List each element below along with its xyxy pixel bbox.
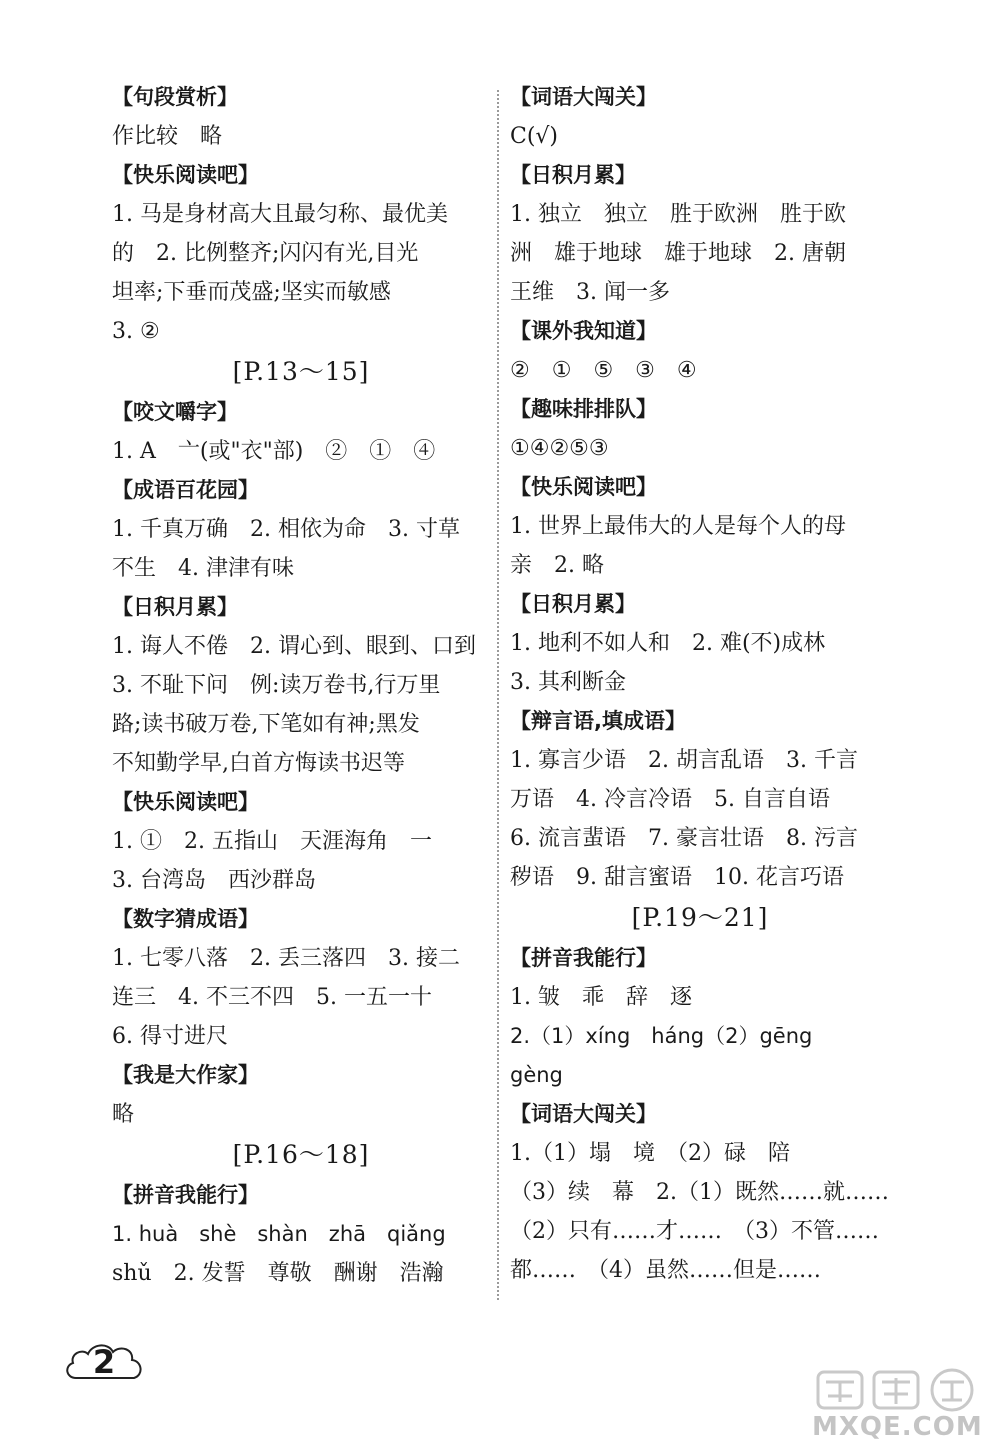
section-heading: 【辩言语,填成语】 (510, 709, 686, 733)
answer-line: 不生 4. 津津有味 (112, 556, 294, 581)
section-heading: 【成语百花园】 (112, 478, 259, 502)
section-heading: 【我是大作家】 (112, 1063, 259, 1087)
answer-line: 略 (112, 1102, 135, 1127)
answer-line: gèng (510, 1063, 563, 1087)
answer-line: 1. ① 2. 五指山 天涯海角 一 (112, 829, 432, 854)
section-heading: 【句段赏析】 (112, 85, 238, 109)
page-number (62, 1332, 146, 1392)
answer-line: 1. 诲人不倦 2. 谓心到、眼到、口到 (112, 634, 476, 659)
answer-line: 万语 4. 冷言冷语 5. 自言自语 (510, 787, 830, 812)
page-range-label: [P.16～18] (232, 1140, 370, 1169)
answer-line: 1. 地利不如人和 2. 难(不)成林 (510, 631, 826, 656)
answer-line: 1. 马是身材高大且最匀称、最优美 (112, 202, 448, 227)
answer-line: 3. 台湾岛 西沙群岛 (112, 868, 316, 893)
answer-line: 路;读书破万卷,下笔如有神;黑发 (112, 712, 420, 737)
answer-line: （3）续 幕 2.（1）既然……就…… (510, 1180, 889, 1205)
answer-line: 3. 其利断金 (510, 670, 626, 695)
answer-line: 1. 寡言少语 2. 胡言乱语 3. 千言 (510, 748, 858, 773)
section-heading: 【数字猜成语】 (112, 907, 259, 931)
right-column (510, 78, 890, 1290)
column-divider (497, 90, 499, 1300)
page-range-label: [P.13～15] (232, 357, 370, 386)
answer-line: 1. huà shè shàn zhā qiǎng (112, 1222, 446, 1246)
watermark-logo-icon (812, 1368, 982, 1416)
answer-line: 1. 皱 乖 辞 逐 (510, 985, 692, 1010)
section-heading: 【拼音我能行】 (112, 1183, 259, 1207)
section-heading: 【词语大闯关】 (510, 1102, 657, 1126)
section-heading: 【快乐阅读吧】 (112, 790, 259, 814)
answer-line: 1. 千真万确 2. 相依为命 3. 寸草 (112, 517, 460, 542)
answer-line: 亲 2. 略 (510, 553, 604, 578)
answer-line: 3. ② (112, 319, 160, 344)
answer-line: 1.（1）塌 境 （2）碌 陪 (510, 1141, 790, 1166)
section-heading: 【咬文嚼字】 (112, 400, 238, 424)
left-column (112, 78, 490, 1293)
answer-line: 不知勤学早,白首方悔读书迟等 (112, 751, 405, 776)
answer-line: （2）只有……才…… （3）不管…… (510, 1219, 879, 1244)
answer-line: 1. A 亠(或"衣"部) ② ① ④ (112, 439, 436, 464)
watermark (812, 1368, 982, 1444)
answer-line: 坦率;下垂而茂盛;坚实而敏感 (112, 280, 391, 305)
section-heading: 【快乐阅读吧】 (112, 163, 259, 187)
answer-line: 2.（1）xíng háng（2）gēng (510, 1024, 813, 1048)
answer-line: 洲 雄于地球 雄于地球 2. 唐朝 (510, 241, 846, 266)
answer-line: C(√) (510, 124, 559, 149)
page-range-label: [P.19～21] (631, 903, 769, 932)
section-heading: 【趣味排排队】 (510, 397, 657, 421)
section-heading: 【快乐阅读吧】 (510, 475, 657, 499)
answer-line: 1. 独立 独立 胜于欧洲 胜于欧 (510, 202, 846, 227)
answer-line: 1. 世界上最伟大的人是每个人的母 (510, 514, 846, 539)
section-heading: 【日积月累】 (510, 163, 636, 187)
page-number-text: 2 (92, 1343, 116, 1381)
answer-line: 王维 3. 闻一多 (510, 280, 670, 305)
answer-line: 都…… （4）虽然……但是…… (510, 1258, 821, 1283)
answer-line: 3. 不耻下问 例:读万卷书,行万里 (112, 673, 441, 698)
answer-line: 的 2. 比例整齐;闪闪有光,目光 (112, 241, 419, 266)
answer-line: 6. 流言蜚语 7. 豪言壮语 8. 污言 (510, 826, 858, 851)
watermark-text: MXQE.COM (812, 1412, 983, 1442)
answer-line: ①④②⑤③ (510, 436, 609, 461)
section-heading: 【日积月累】 (510, 592, 636, 616)
section-heading: 【词语大闯关】 (510, 85, 657, 109)
answer-line: 秽语 9. 甜言蜜语 10. 花言巧语 (510, 865, 844, 890)
answer-line: shǔ 2. 发誓 尊敬 酬谢 浩瀚 (112, 1261, 444, 1286)
answer-line: 1. 七零八落 2. 丢三落四 3. 接二 (112, 946, 460, 971)
answer-line: 连三 4. 不三不四 5. 一五一十 (112, 985, 432, 1010)
section-heading: 【课外我知道】 (510, 319, 657, 343)
answer-line: ② ① ⑤ ③ ④ (510, 358, 697, 383)
section-heading: 【拼音我能行】 (510, 946, 657, 970)
section-heading: 【日积月累】 (112, 595, 238, 619)
answer-line: 6. 得寸进尺 (112, 1024, 228, 1049)
answer-line: 作比较 略 (112, 124, 223, 149)
